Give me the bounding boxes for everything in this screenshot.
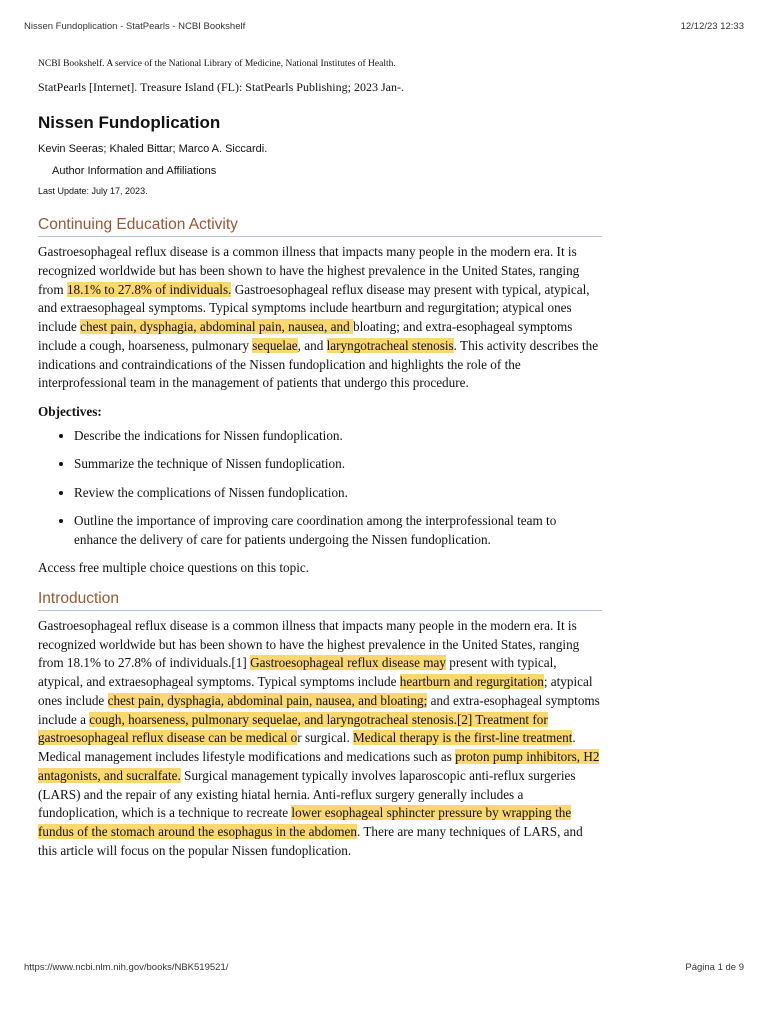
highlighted-text: Gastroesophageal reflux disease may <box>250 655 446 671</box>
highlighted-text: laryngotracheal stenosis <box>326 337 454 353</box>
list-item: • Summarize the technique of Nissen fundoplication. <box>74 455 602 474</box>
text-run: ; atypical ones include <box>38 674 593 708</box>
highlighted-text: proton pump inhibitors, H2 antagonists, and sucralfate. <box>38 749 600 783</box>
heading-introduction: Introduction <box>38 589 602 611</box>
highlighted-text: cough, hoarseness, pulmonary sequelae, and laryngotracheal stenosis.[2] Treatment for gastroesophageal reflux disease can be medical o <box>38 711 548 746</box>
text-run: Gastroesophageal reflux disease may present with typical, atypical, and extraesophageal symptoms. Typical symptoms include heartburn and regurgitation; atypical ones include <box>38 281 590 334</box>
text-run: Gastroesophageal reflux disease is a common illness that impacts many people in the modern era. It is recognized worldwide but has been shown to have the highest prevalence in the United States, ranging from <box>38 244 580 297</box>
text-run: bloating; and extra-esophageal symptoms include a cough, hoarseness, pulmonary <box>38 319 573 353</box>
print-footer-url: https://www.ncbi.nlm.nih.gov/books/NBK519521/ <box>24 962 229 973</box>
print-footer-page: Página 1 de 9 <box>685 962 744 973</box>
print-header-title: Nissen Fundoplication - StatPearls - NCBI Bookshelf <box>24 21 246 32</box>
mcq-access-link[interactable]: Access free multiple choice questions on this topic. <box>38 559 310 575</box>
author-affiliations-link[interactable]: Author Information and Affiliations <box>52 165 217 177</box>
ncbi-bookshelf-notice: NCBI Bookshelf. A service of the National Library of Medicine, National Institutes of Health. <box>38 59 396 69</box>
text-run: Surgical management typically involves laparoscopic anti-reflux surgeries (LARS) and the repair of any existing hiatal hernia. Anti-reflux surgery generally includes a fundoplication, which is a technique to recreate <box>38 767 576 821</box>
cea-paragraph <box>38 243 602 393</box>
highlighted-text: chest pain, dysphagia, abdominal pain, nausea, and <box>80 319 353 334</box>
intro-paragraph <box>38 617 602 861</box>
text-run: , and <box>297 337 327 353</box>
heading-continuing-education: Continuing Education Activity <box>38 215 602 237</box>
highlighted-text: 18.1% to 27.8% of individuals. <box>66 281 232 297</box>
print-footer <box>24 962 744 973</box>
last-update: Last Update: July 17, 2023. <box>38 186 148 196</box>
list-item: • Outline the importance of improving care coordination among the interprofessional team to enhance the delivery of care for patients undergoing the Nissen fundoplication. <box>74 512 602 550</box>
document-content <box>38 58 602 861</box>
text-run: r surgical. <box>297 730 354 746</box>
highlighted-text: heartburn and regurgitation <box>399 674 544 689</box>
objectives-label: Objectives: <box>38 404 102 419</box>
list-item: • Describe the indications for Nissen fundoplication. <box>74 427 602 446</box>
text-run: . This activity describes the indications and contraindications of the Nissen fundoplication and highlights the role of the interprofessional team in the management of patients that undergo this procedure. <box>38 337 599 391</box>
text-run: Gastroesophageal reflux disease is a common illness that impacts many people in the modern era. It is recognized worldwide but has been shown to have the highest prevalence in the United States, ranging from 18.1% to 27.8% of individuals.[1] <box>38 617 580 671</box>
list-item: • Review the complications of Nissen fundoplication. <box>74 484 602 503</box>
text-run: present with typical, atypical, and extraesophageal symptoms. Typical symptoms include <box>38 655 557 689</box>
highlighted-text: Medical therapy is the first-line treatment <box>353 730 573 746</box>
objectives-list <box>38 427 602 549</box>
highlighted-text: sequelae <box>252 337 298 353</box>
text-run: . There are many techniques of LARS, and this article will focus on the popular Nissen fundoplication. <box>38 824 583 858</box>
print-header <box>24 21 744 32</box>
page-title: Nissen Fundoplication <box>38 113 221 132</box>
highlighted-text: lower esophageal sphincter pressure by wrapping the fundus of the stomach around the esophagus in the abdomen <box>38 805 572 839</box>
text-run: . Medical management includes lifestyle modifications and medications such as <box>38 730 576 764</box>
citation: StatPearls [Internet]. Treasure Island (FL): StatPearls Publishing; 2023 Jan-. <box>38 80 404 94</box>
print-header-datetime: 12/12/23 12:33 <box>680 21 744 32</box>
text-run: and extra-esophageal symptoms include a <box>38 692 600 727</box>
highlighted-text: chest pain, dysphagia, abdominal pain, nausea, and bloating; <box>107 692 428 708</box>
authors: Kevin Seeras; Khaled Bittar; Marco A. Siccardi. <box>38 143 268 155</box>
